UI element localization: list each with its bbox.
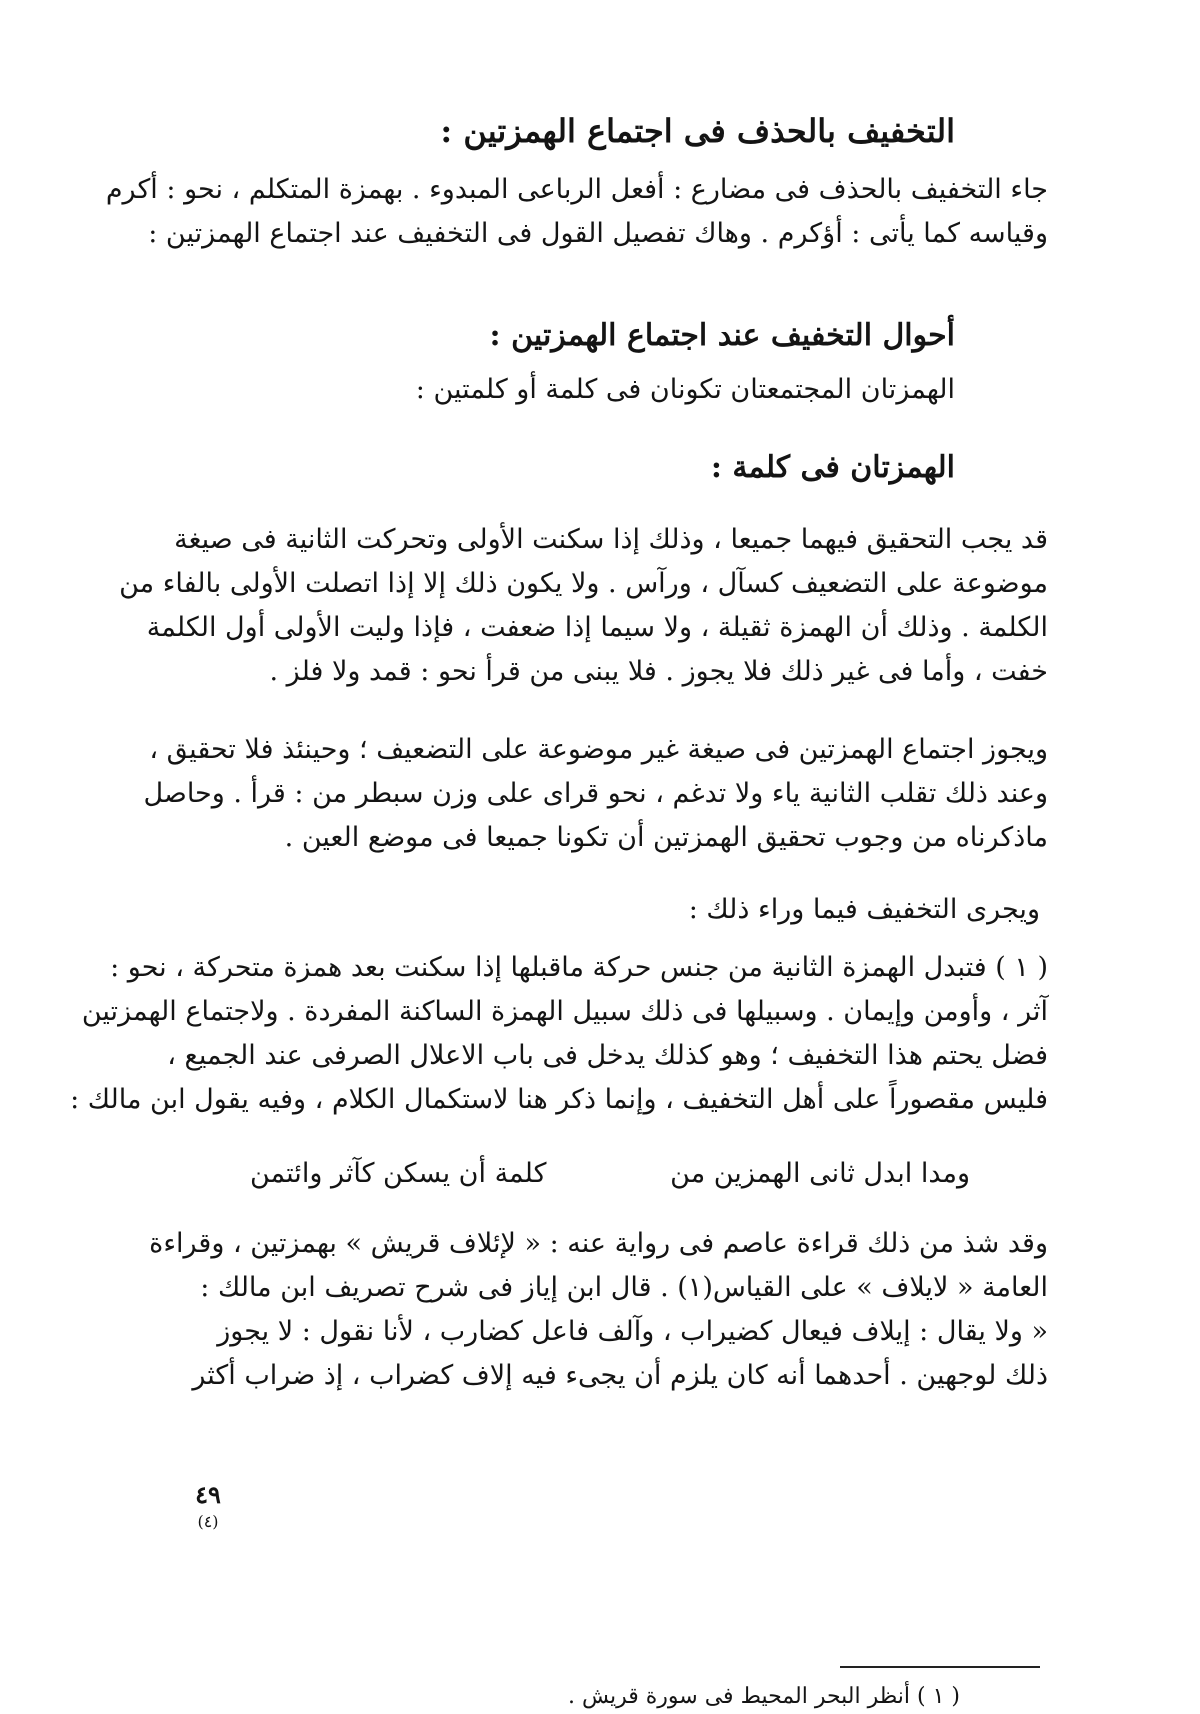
text-line: قد يجب التحقيق فيهما جميعا ، وذلك إذا سكنت الأولى وتحركت الثانية فى صيغة (174, 524, 1048, 555)
paragraph-4 (70, 946, 1048, 1122)
intro-paragraph (105, 168, 1048, 256)
text-line: ( ١ ) فتبدل الهمزة الثانية من جنس حركة ماقبلها إذا سكنت بعد همزة متحركة ، نحو : (110, 952, 1048, 983)
page-number: ٤٩ (195, 1480, 221, 1509)
footnote: ( ١ ) أنظر البحر المحيط فى سورة قريش . (567, 1684, 960, 1709)
text-line: « ولا يقال : إيلاف فيعال كضيراب ، وآلف فاعل كضارب ، لأنا نقول : لا يجوز (217, 1316, 1048, 1347)
text-line: آثر ، وأومن وإيمان . وسبيلها فى ذلك سبيل الهمزة الساكنة المفردة . ولاجتماع الهمزتين (81, 996, 1048, 1027)
text-line: فضل يحتم هذا التخفيف ؛ وهو كذلك يدخل فى باب الاعلال الصرفى عند الجميع ، (167, 1040, 1048, 1071)
text-line: الكلمة . وذلك أن الهمزة ثقيلة ، ولا سيما إذا ضعفت ، فإذا وليت الأولى أول الكلمة (146, 612, 1048, 643)
text-line: ذلك لوجهين . أحدهما أنه كان يلزم أن يجىء فيه إلاف كضراب ، إذ ضراب أكثر (192, 1360, 1048, 1391)
paragraph-5 (149, 1222, 1048, 1398)
paragraph-1 (119, 518, 1048, 694)
footnote-divider (840, 1666, 1040, 1668)
text-line: خفت ، وأما فى غير ذلك فلا يجوز . فلا يبنى من قرأ نحو : قمد ولا فلز . (269, 656, 1048, 687)
poem-verse (250, 1158, 970, 1189)
subheading-one-word: الهمزتان فى كلمة : (710, 450, 955, 485)
text-line: فليس مقصوراً على أهل التخفيف ، وإنما ذكر هنا لاستكمال الكلام ، وفيه يقول ابن مالك : (70, 1084, 1048, 1115)
text-line: وقياسه كما يأتى : أؤكرم . وهاك تفصيل القول فى التخفيف عند اجتماع الهمزتين : (148, 218, 1048, 249)
signature-mark: (٤) (197, 1512, 219, 1531)
main-heading: التخفيف بالحذف فى اجتماع الهمزتين : (440, 112, 955, 150)
section-heading-states: أحوال التخفيف عند اجتماع الهمزتين : (489, 318, 955, 353)
paragraph-3 (340, 888, 1040, 932)
text-line: موضوعة على التضعيف كسآل ، ورآس . ولا يكون ذلك إلا إذا اتصلت الأولى بالفاء من (119, 568, 1048, 599)
text-line: العامة « لايلاف » على القياس(١) . قال ابن إياز فى شرح تصريف ابن مالك : (200, 1272, 1048, 1303)
text-line: ماذكرناه من وجوب تحقيق الهمزتين أن تكونا جميعا فى موضع العين . (284, 822, 1048, 853)
text-line: جاء التخفيف بالحذف فى مضارع : أفعل الرباعى المبدوء . بهمزة المتكلم ، نحو : أكرم (105, 174, 1048, 205)
text-line: ويجوز اجتماع الهمزتين فى صيغة غير موضوعة على التضعيف ؛ وحينئذ فلا تحقيق ، (149, 734, 1048, 765)
text-line: ويجرى التخفيف فيما وراء ذلك : (688, 894, 1040, 925)
text-line: وقد شذ من ذلك قراءة عاصم فى رواية عنه : « لإئلاف قريش » بهمزتين ، وقراءة (149, 1228, 1048, 1259)
verse-hemistich-second: كلمة أن يسكن كآثر وائتمن (250, 1158, 547, 1189)
paragraph-2 (143, 728, 1048, 860)
states-intro-line: الهمزتان المجتمعتان تكونان فى كلمة أو كلمتين : (415, 374, 955, 405)
verse-hemistich-first: ومدا ابدل ثانى الهمزين من (670, 1158, 970, 1189)
text-line: وعند ذلك تقلب الثانية ياء ولا تدغم ، نحو قراى على وزن سبطر من : قرأ . وحاصل (143, 778, 1048, 809)
